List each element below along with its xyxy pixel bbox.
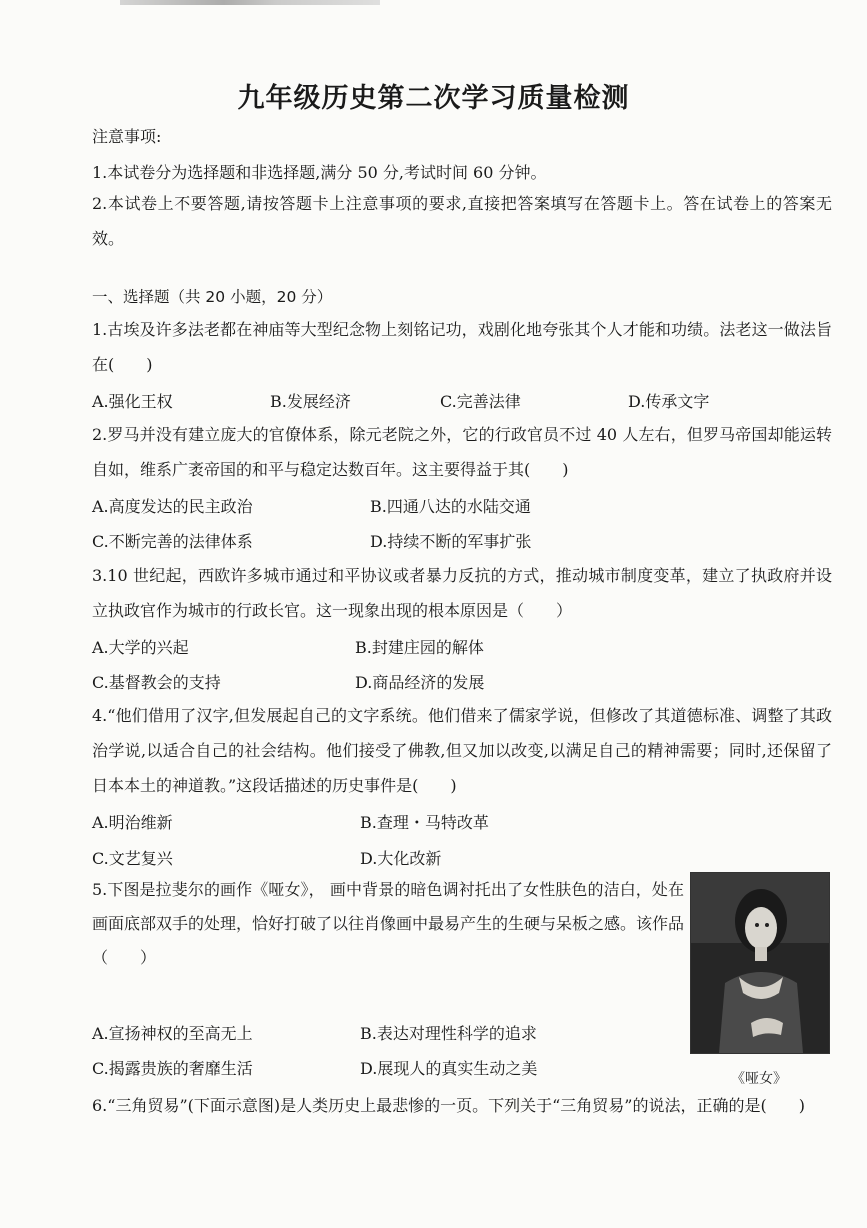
notice-item-1: 1.本试卷分为选择题和非选择题,满分 50 分,考试时间 60 分钟。: [92, 163, 547, 182]
question-1-stem: 1.古埃及许多法老都在神庙等大型纪念物上刻铭记功，戏剧化地夸张其个人才能和功绩。法老这一做法旨在( ): [92, 320, 832, 374]
question-5-option-c: C.揭露贵族的奢靡生活: [92, 1059, 253, 1078]
notice-heading: 注意事项:: [92, 127, 162, 146]
notice-item-2: 2.本试卷上不要答题,请按答题卡上注意事项的要求,直接把答案填写在答题卡上。答在试卷上的答案无效。: [92, 194, 832, 248]
question-2-option-d: D.持续不断的军事扩张: [370, 532, 532, 551]
question-3-option-d: D.商品经济的发展: [355, 673, 485, 692]
question-4-option-a: A.明治维新: [92, 813, 173, 832]
question-3-option-b: B.封建庄园的解体: [355, 638, 484, 657]
question-2-stem: 2.罗马并没有建立庞大的官僚体系，除元老院之外，它的行政官员不过 40 人左右，但罗马帝国却能运转自如，维系广袤帝国的和平与稳定达数百年。这主要得益于其( ): [92, 425, 832, 479]
question-5-option-b: B.表达对理性科学的追求: [360, 1024, 537, 1043]
page-title: 九年级历史第二次学习质量检测: [237, 83, 630, 114]
section-heading: 一、选择题（共 20 小题，20 分）: [92, 288, 333, 306]
question-2-option-a: A.高度发达的民主政治: [92, 497, 253, 516]
scan-artifact: [120, 0, 380, 5]
portrait-image: [690, 872, 830, 1054]
question-3-stem: 3.10 世纪起，西欧许多城市通过和平协议或者暴力反抗的方式，推动城市制度变革，建立了执政府并设立执政官作为城市的行政长官。这一现象出现的根本原因是（ ）: [92, 566, 832, 620]
question-2-option-c: C.不断完善的法律体系: [92, 532, 253, 551]
question-2-option-b: B.四通八达的水陆交通: [370, 497, 531, 516]
question-4-option-c: C.文艺复兴: [92, 849, 173, 868]
portrait-caption: 《哑女》: [731, 1071, 787, 1087]
question-5-option-d: D.展现人的真实生动之美: [360, 1059, 538, 1078]
question-5-option-a: A.宣扬神权的至高无上: [92, 1024, 253, 1043]
portrait-drawing: [691, 873, 829, 1053]
question-3-option-c: C.基督教会的支持: [92, 673, 221, 692]
question-1-option-a: A.强化王权: [92, 392, 173, 411]
question-5-stem: 5.下图是拉斐尔的画作《哑女》， 画中背景的暗色调衬托出了女性肤色的洁白，处在画面底部双手的处理，恰好打破了以往肖像画中最易产生的生硬与呆板之感。该作品（ ）: [92, 880, 685, 967]
question-1-option-c: C.完善法律: [440, 392, 521, 411]
question-6-stem: 6.“三角贸易”(下面示意图)是人类历史上最悲惨的一页。下列关于“三角贸易”的说法，正确的是( ): [92, 1096, 805, 1115]
question-4-option-b: B.查理・马特改革: [360, 813, 489, 832]
question-3-option-a: A.大学的兴起: [92, 638, 189, 657]
question-1-option-d: D.传承文字: [628, 392, 710, 411]
question-1-option-b: B.发展经济: [270, 392, 351, 411]
question-4-stem: 4.“他们借用了汉字,但发展起自己的文字系统。他们借来了儒家学说，但修改了其道德标准、调整了其政治学说,以适合自己的社会结构。他们接受了佛教,但又加以改变,以满足自己的精神需要；同时,还保留了日本本土的神道教。”这段话描述的历史事件是( ): [92, 706, 832, 795]
question-4-option-d: D.大化改新: [360, 849, 442, 868]
